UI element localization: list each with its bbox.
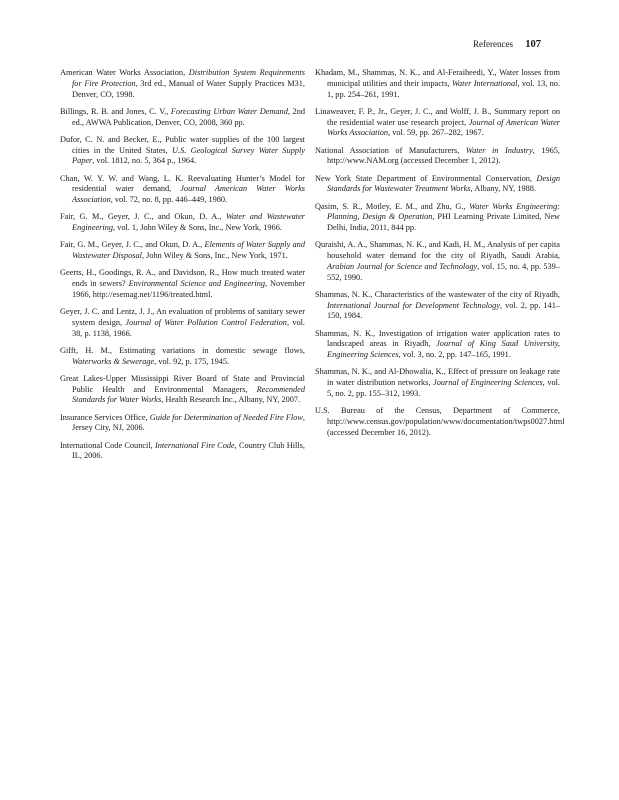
reference-text: Khadam, M., Shammas, N. K., and Al-Feraiheedi, Y., Water losses from municipal utilities and their impacts,: [315, 68, 560, 88]
reference-entry: [60, 268, 305, 300]
reference-title: International Fire Code: [154, 440, 235, 450]
reference-text: , vol. 2, pp. 141–150, 1984.: [327, 300, 560, 321]
reference-title: Design Standards for Wastewater Treatment Works: [327, 173, 560, 194]
reference-title: Journal of Engineering Sciences: [433, 378, 543, 388]
reference-title: Distribution System Requirements for Fire Protection: [72, 68, 305, 88]
reference-text: , vol. 13, no. 1, pp. 254–261, 1991.: [327, 78, 560, 99]
reference-text: Linaweaver, F. P., Jr., Geyer, J. C., and Wolff, J. B., Summary report on the residential water use research project,: [315, 106, 560, 127]
reference-text: New York State Department of Environmental Conservation,: [315, 173, 537, 183]
reference-entry: [315, 202, 560, 234]
reference-entry: [60, 107, 305, 129]
reference-text: , 1965, http://www.NAM.org (accessed December 1, 2012).: [327, 145, 560, 166]
reference-text: , vol. 15, no. 4, pp. 539–552, 1990.: [327, 261, 560, 282]
reference-title: Water in Industry: [465, 145, 533, 155]
reference-title: U.S. Geological Survey Water Supply Paper: [72, 145, 305, 166]
reference-text: Shammas, N. K., Investigation of irrigation water application rates to landscaped areas in Riyadh,: [315, 328, 560, 349]
reference-text: , vol. 72, no. 8, pp. 446–449, 1980.: [110, 195, 228, 205]
reference-text: , Country Club Hills, IL, 2006.: [72, 440, 305, 461]
reference-text: Chan, W. Y. W. and Wang, L. K. Reevaluating Hunter’s Model for residential water demand,: [60, 173, 305, 194]
reference-entry: [60, 307, 305, 339]
reference-text: , vol. 59, pp. 267–282, 1967.: [388, 128, 484, 138]
reference-text: Shammas, N. K., and Al-Dhowalia, K., Effect of pressure on leakage rate in water distribution networks,: [315, 367, 560, 388]
reference-entry: [60, 68, 305, 100]
reference-text: Quraishi, A. A., Shammas, N. K., and Kadi, H. M., Analysis of per capita household water demand for the city of Riyadh, Saudi Arabia,: [315, 240, 560, 261]
reference-entry: [315, 367, 560, 399]
reference-text: American Water Works Association,: [60, 68, 189, 77]
reference-text: International Code Council,: [60, 440, 155, 450]
reference-entry: [315, 146, 560, 168]
reference-text: Geerts, H., Goodings, R. A., and Davidson, R., How much treated water ends in sewers?: [60, 268, 305, 289]
reference-title: Recommended Standards for Water Works: [72, 384, 305, 405]
reference-text: , vol. 5, no. 2, pp. 155–312, 1993.: [327, 378, 561, 399]
reference-title: International Journal for Development Technology: [327, 300, 501, 310]
references-left-column: [60, 68, 305, 469]
reference-text: , vol. 3, no. 2, pp. 147–165, 1991.: [398, 350, 511, 360]
reference-title: Guide for Determination of Needed Fire Flow: [149, 412, 303, 422]
reference-entry: [60, 174, 305, 206]
reference-title: Journal of Water Pollution Control Federation: [125, 317, 287, 327]
reference-entry: [60, 135, 305, 167]
reference-text: Fair, G. M., Geyer, J. C., and Okun, D. A.,: [60, 212, 226, 222]
reference-title: Journal of King Saud University, Engineering Sciences: [327, 339, 560, 360]
reference-entry: [315, 68, 560, 100]
section-title: References: [473, 39, 513, 49]
reference-entry: [60, 240, 305, 262]
reference-entry: [315, 107, 560, 139]
reference-entry: [315, 240, 560, 283]
reference-text: , November 1966, http://esemag.net/1196/treated.html.: [72, 279, 305, 299]
reference-text: , PHI Learning Private Limited, New Delhi, India, 2011, 844 pp.: [327, 212, 560, 233]
reference-text: , vol. 38, p. 1138, 1966.: [72, 317, 305, 338]
reference-text: , vol. 1812, no. 5, 364 p., 1964.: [92, 156, 197, 166]
reference-text: , Albany, NY, 1988.: [470, 184, 536, 194]
reference-title: Journal American Water Works Association: [72, 184, 306, 205]
reference-entry: [315, 406, 565, 438]
reference-text: Geyer, J. C. and Lentz, J. J., An evaluation of problems of sanitary sewer system design,: [60, 307, 305, 327]
running-header: [473, 38, 541, 51]
reference-entry: [60, 441, 305, 463]
reference-text: , 2nd ed., AWWA Publication, Denver, CO, 2008, 360 pp.: [72, 106, 305, 127]
reference-text: , vol. 1, John Wiley & Sons, Inc., New York, 1966.: [113, 223, 282, 233]
reference-text: Shammas, N. K., Characteristics of the wastewater of the city of Riyadh,: [315, 289, 560, 299]
reference-entry: [315, 174, 560, 196]
reference-text: Great Lakes-Upper Mississippi River Board of State and Provincial Public Health and Environmental Managers,: [60, 373, 305, 394]
page-number: 107: [525, 39, 541, 50]
reference-text: Insurance Services Office,: [60, 412, 150, 422]
reference-entry: [60, 413, 305, 435]
reference-entry: [60, 374, 305, 406]
reference-entry: [60, 346, 305, 368]
reference-text: Fair, G. M., Geyer, J. C., and Okun, D. A.,: [60, 240, 205, 250]
reference-title: Environmental Science and Engineering: [128, 279, 265, 289]
reference-title: Water Works Engineering: Planning, Design & Operation: [327, 201, 560, 222]
reference-text: National Association of Manufacturers,: [315, 145, 466, 155]
reference-text: Qasim, S. R., Motley, E. M., and Zhu, G.,: [315, 201, 470, 211]
reference-text: Billings, R. B. and Jones, C. V.,: [60, 106, 171, 116]
reference-text: Dufor, C. N. and Becker, E., Public water supplies of the 100 largest cities in the United States,: [60, 134, 305, 155]
reference-text: , 3rd ed., Manual of Water Supply Practices M31, Denver, CO, 1998.: [72, 78, 305, 99]
reference-title: Water and Wastewater Engineering: [72, 212, 305, 233]
reference-title: Forecasting Urban Water Demand: [170, 106, 288, 116]
reference-entry: [315, 329, 560, 361]
reference-title: Waterworks & Sewerage: [72, 356, 155, 366]
references-right-column: [315, 68, 565, 445]
reference-title: Journal of American Water Works Association: [327, 117, 560, 138]
reference-entry: [315, 290, 560, 322]
reference-text: , John Wiley & Sons, Inc., New York, 1971.: [142, 251, 288, 261]
reference-text: Gifft, H. M., Estimating variations in domestic sewage flows,: [60, 345, 305, 355]
reference-entry: [60, 212, 305, 234]
reference-title: Arabian Journal for Science and Technology: [327, 261, 478, 271]
reference-text: , vol. 92, p. 175, 1945.: [154, 356, 230, 366]
reference-text: , Jersey City, NJ, 2006.: [72, 412, 305, 433]
reference-title: Water International: [451, 78, 518, 88]
reference-title: Elements of Water Supply and Wastewater Disposal: [72, 240, 305, 261]
reference-text: U.S. Bureau of the Census, Department of Commerce, http://www.census.gov/population/www/documentation/twps0027.html (accessed December 16, 2012).: [315, 406, 565, 437]
reference-text: , Health Research Inc., Albany, NY, 2007.: [161, 395, 301, 405]
